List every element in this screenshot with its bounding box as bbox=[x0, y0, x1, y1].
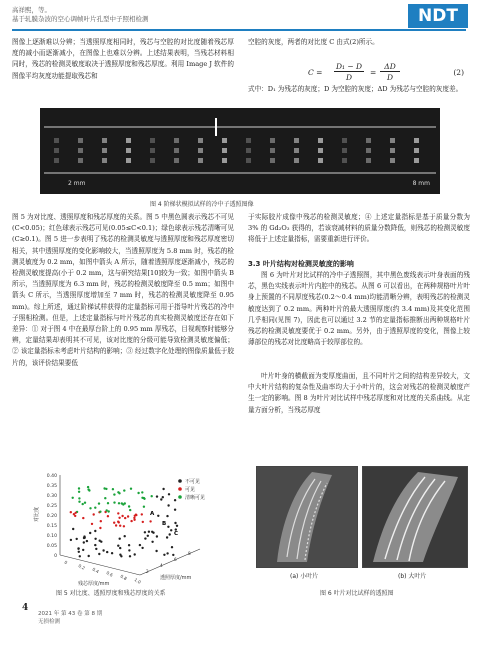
fig5-x-tick: 0 bbox=[63, 559, 69, 566]
specimen-dot bbox=[174, 148, 179, 153]
fig5-point bbox=[167, 504, 169, 506]
specimen-dot bbox=[270, 148, 275, 153]
section-heading-3-3: 3.3 叶片结构对检测灵敏度的影响 bbox=[248, 260, 354, 268]
journal-logo: NDT bbox=[408, 4, 468, 28]
fig5-y-label: 透照厚度/mm bbox=[160, 575, 192, 581]
fig5-point bbox=[141, 547, 143, 549]
fig5-point bbox=[99, 527, 101, 529]
specimen-dot bbox=[102, 148, 107, 153]
fig5-point bbox=[104, 497, 106, 499]
fig5-point bbox=[129, 555, 131, 557]
small-blade-image bbox=[257, 467, 357, 567]
fig5-point bbox=[119, 525, 121, 527]
specimen-dot bbox=[270, 138, 275, 143]
col1-paragraph-2: 图 5 为对比度、透照厚度和残芯厚度的关系。图 5 中黑色圆表示残芯不可见(C<0.05)；红色球表示残芯可见(0.05≤C<0.1)；绿色球表示残芯清晰可见(C≥0.1)。图 5 进一步表明了残芯的检测灵敏度与透照厚度和残芯厚度密切相关，其中透照厚度的变化影响较大，当透照厚度为 5.8 mm 时，残芯的检测灵敏度为 0.2 mm，如图中箭头 A 所示，随着透照厚度逐渐减小，残芯的检测灵敏度提高(小于 0.2 mm，这与研究结果[10]较为一致；如图中箭头 B 所示，当透照厚度为 6.3 mm 时，残芯的检测灵敏度降至 0.5 mm；如图中箭头 C 所示，当透照厚度增加至 7 mm 时，残芯的检测灵敏度降至 0.95 mm)。综上所述，通过阶梯试样获得的定量指标可用于指导叶片残芯的冷中子照相检测。但是，上述定量指标与叶片残芯的真实检测灵敏度还存在如下差异：① 对于图 4 中在最厚台阶上的 0.95 mm 厚残芯，目视观察时能够分辨，定量结果却表明其不可见，该对比度的分级可能导致检测灵敏度偏低；② 该定量指标未考虑叶片结构的影响；③ 经过数字化处理的图像质量低于胶片的，该评价结果要低 bbox=[12, 213, 234, 367]
fig5-point bbox=[112, 488, 114, 490]
fig5-x-axis bbox=[60, 555, 140, 575]
fig5-legend-marker bbox=[178, 487, 182, 491]
specimen-dot bbox=[150, 158, 155, 163]
eq-fraction-bar bbox=[334, 71, 364, 72]
fig5-point bbox=[89, 532, 91, 534]
fig5-point bbox=[113, 522, 115, 524]
fig5-point bbox=[169, 533, 171, 535]
fig4-right-tick: 8 mm bbox=[412, 180, 430, 187]
fig5-point bbox=[70, 539, 72, 541]
fig5-point bbox=[172, 554, 174, 556]
fig5-point bbox=[163, 554, 165, 556]
eq-equals: = bbox=[370, 68, 377, 77]
specimen-dot bbox=[294, 148, 299, 153]
fig5-point bbox=[128, 549, 130, 551]
fig5-arrow-label: A bbox=[150, 511, 155, 517]
eq-denominator: D bbox=[345, 73, 352, 82]
fig5-x-tick: 0.6 bbox=[105, 570, 114, 578]
fig5-point bbox=[72, 528, 74, 530]
specimen-dot bbox=[390, 138, 395, 143]
fig5-z-tick: 0.05 bbox=[46, 544, 57, 549]
col2-paragraph-2: 式中：D₁ 为残芯的灰度；D 为空腔的灰度；ΔD 为残芯与空腔的灰度差。 bbox=[248, 85, 463, 93]
fig5-z-tick: 0.35 bbox=[46, 484, 57, 489]
fig5-z-tick: 0.15 bbox=[46, 524, 57, 529]
fig5-point bbox=[93, 513, 95, 515]
specimen-dot bbox=[126, 148, 131, 153]
fig5-point bbox=[174, 499, 176, 501]
fig5-point bbox=[156, 495, 158, 497]
fig5-arrow-label: B bbox=[162, 521, 167, 527]
eq-lhs: C = bbox=[308, 68, 323, 77]
fig5-legend-label: 不可见 bbox=[185, 478, 201, 485]
equation-2 bbox=[268, 62, 468, 84]
fig5-point bbox=[139, 544, 141, 546]
fig5-point bbox=[166, 552, 168, 554]
fig5-point bbox=[148, 531, 150, 533]
specimen-dot bbox=[366, 158, 371, 163]
fig5-point bbox=[144, 537, 146, 539]
fig5-z-tick: 0.25 bbox=[46, 504, 57, 509]
fig5-point bbox=[134, 553, 136, 555]
fig5-point bbox=[127, 515, 129, 517]
specimen-dot bbox=[294, 158, 299, 163]
col1-paragraph-1: 图像上逐渐难以分辨；当透照厚度相同时，残芯与空腔的对比度随着残芯厚度的减小而逐渐减小，在图像上也难以分辨。上述结果表明，当残芯材料相同时，残芯的检测灵敏度取决于透照厚度和残芯厚度。利用 Image J 软件的图像平均灰度功能提取残芯和 bbox=[12, 38, 234, 80]
fig5-point bbox=[117, 545, 119, 547]
fig5-point bbox=[77, 548, 79, 550]
fig5-point bbox=[124, 535, 126, 537]
fig5-point bbox=[162, 496, 164, 498]
specimen-dot bbox=[78, 138, 83, 143]
fig5-point bbox=[133, 519, 135, 521]
fig5-point bbox=[94, 507, 96, 509]
fig5-point bbox=[98, 502, 100, 504]
fig5-point bbox=[118, 517, 120, 519]
fig5-point bbox=[157, 515, 159, 517]
fig5-point bbox=[156, 535, 158, 537]
fig5-point bbox=[105, 488, 107, 490]
fig5-point bbox=[119, 547, 121, 549]
fig5-y-tick: 4 bbox=[160, 563, 163, 568]
fig5-point bbox=[143, 506, 145, 508]
fig5-legend bbox=[178, 478, 205, 501]
fig5-point bbox=[118, 502, 120, 504]
specimen-dot bbox=[198, 138, 203, 143]
fig5-point bbox=[143, 498, 145, 500]
figure-4-radiograph bbox=[40, 108, 440, 194]
fig5-point bbox=[88, 555, 90, 557]
fig5-point bbox=[83, 541, 85, 543]
fig5-z-tick: 0 bbox=[54, 554, 57, 559]
fig5-point bbox=[99, 540, 101, 542]
fig5-x-tick: 0.2 bbox=[77, 563, 86, 571]
fig5-point bbox=[170, 529, 172, 531]
fig5-point bbox=[94, 544, 96, 546]
fig5-point bbox=[98, 553, 100, 555]
fig5-point bbox=[91, 523, 93, 525]
fig5-point bbox=[166, 515, 168, 517]
col2-paragraph-3: 于实际胶片成像中残芯的检测灵敏度；④ 上述定量指标是基于质量分数为 3% 的 Gd₂O₃ 获得的，若该衰减材料的质量分数降低，则残芯的检测灵敏度将低于上述定量指标，需要重新进行评价。 bbox=[248, 213, 470, 244]
fig5-point bbox=[84, 502, 86, 504]
figure-5-caption: 图 5 对比度、透照厚度和残芯厚度的关系 bbox=[56, 590, 166, 597]
fig5-point bbox=[167, 526, 169, 528]
fig5-point bbox=[123, 489, 125, 491]
specimen-dot bbox=[390, 158, 395, 163]
fig5-point bbox=[123, 525, 125, 527]
fig5-z-tick: 0.10 bbox=[46, 534, 57, 539]
footer-journal-name: 无损检测 bbox=[38, 619, 61, 625]
eq-numerator-2: ΔD bbox=[384, 62, 396, 71]
fig5-z-tick: 0.40 bbox=[46, 474, 57, 479]
specimen-dot bbox=[246, 158, 251, 163]
figure-arrow-marker bbox=[215, 118, 217, 136]
eq-numerator: D₁ − D bbox=[335, 62, 363, 71]
fig5-point bbox=[151, 495, 153, 497]
eq-denominator-2: D bbox=[386, 73, 393, 82]
figure-6a-small-blade bbox=[256, 466, 358, 568]
fig5-point bbox=[137, 492, 139, 494]
figure-6-caption: 图 6 叶片对比试样的透照图 bbox=[320, 590, 394, 597]
specimen-dot bbox=[414, 148, 419, 153]
fig5-point bbox=[176, 525, 178, 527]
fig5-point bbox=[124, 517, 126, 519]
specimen-dot bbox=[414, 138, 419, 143]
fig5-arrow-label: C bbox=[174, 531, 179, 537]
specimen-dot bbox=[390, 148, 395, 153]
fig5-point bbox=[107, 502, 109, 504]
fig5-point bbox=[147, 535, 149, 537]
specimen-dot bbox=[174, 158, 179, 163]
specimen-dot bbox=[342, 148, 347, 153]
fig6a-label: (a) 小叶片 bbox=[290, 573, 319, 580]
fig5-y-tick: 6 bbox=[174, 557, 177, 562]
specimen-dot bbox=[246, 138, 251, 143]
col2-paragraph-1: 空腔的灰度，两者的对比度 C 由式(2)所示。 bbox=[248, 38, 379, 46]
fig5-point bbox=[129, 509, 131, 511]
fig5-point bbox=[130, 488, 132, 490]
fig5-point bbox=[82, 549, 84, 551]
fig5-point bbox=[100, 520, 102, 522]
specimen-dot bbox=[222, 148, 227, 153]
large-blade-image bbox=[363, 467, 467, 567]
fig5-point bbox=[113, 501, 115, 503]
fig5-point bbox=[128, 505, 130, 507]
fig5-point bbox=[73, 513, 75, 515]
fig4-left-tick: 2 mm bbox=[68, 180, 86, 187]
eq-fraction-bar-2 bbox=[380, 71, 400, 72]
specimen-dot bbox=[174, 138, 179, 143]
fig5-point bbox=[78, 497, 80, 499]
fig5-z-tick: 0.30 bbox=[46, 494, 57, 499]
fig5-point bbox=[87, 488, 89, 490]
fig5-point bbox=[70, 511, 72, 513]
running-header bbox=[12, 6, 149, 24]
fig5-point bbox=[130, 520, 132, 522]
eq-number: (2) bbox=[453, 68, 464, 77]
fig5-point bbox=[128, 544, 130, 546]
fig5-point bbox=[94, 538, 96, 540]
fig5-point bbox=[174, 522, 176, 524]
fig5-x-tick: 0.4 bbox=[91, 566, 100, 575]
fig5-point bbox=[149, 520, 151, 522]
footer-journal bbox=[38, 610, 102, 626]
figure-4-caption: 图 4 阶梯状模拟试样的冷中子透照图像 bbox=[150, 201, 254, 208]
fig5-y-axis bbox=[140, 549, 200, 575]
fig5-point bbox=[135, 514, 137, 516]
fig5-point bbox=[82, 517, 84, 519]
fig5-point bbox=[113, 493, 115, 495]
specimen-dot bbox=[54, 158, 59, 163]
specimen-dot bbox=[414, 158, 419, 163]
fig5-point bbox=[174, 509, 176, 511]
specimen-dot bbox=[270, 158, 275, 163]
fig5-point bbox=[151, 541, 153, 543]
fig5-point bbox=[120, 555, 122, 557]
fig5-point bbox=[82, 503, 84, 505]
fig5-x-tick: 0.8 bbox=[119, 573, 128, 582]
header-authors: 高祥熙，等。 bbox=[12, 6, 51, 14]
header-title: 基于轧膜杂波的空心调帧叶片孔型中子照相检测 bbox=[12, 15, 149, 23]
specimen-dot bbox=[366, 148, 371, 153]
specimen-dot bbox=[342, 138, 347, 143]
figure-6b-large-blade bbox=[362, 466, 468, 568]
specimen-dot bbox=[54, 138, 59, 143]
fig5-point bbox=[141, 513, 143, 515]
specimen-dot bbox=[126, 158, 131, 163]
fig5-point bbox=[160, 498, 162, 500]
figure-5-scatter-plot bbox=[30, 467, 230, 587]
specimen-band-top bbox=[44, 126, 436, 128]
specimen-dot bbox=[318, 138, 323, 143]
fig5-point bbox=[78, 487, 80, 489]
specimen-dot bbox=[198, 158, 203, 163]
specimen-dot bbox=[318, 148, 323, 153]
specimen-dot bbox=[102, 138, 107, 143]
fig5-y-tick: 8 bbox=[188, 551, 191, 556]
fig5-legend-label: 清晰可见 bbox=[185, 494, 206, 501]
fig5-z-label: 对比度 bbox=[34, 506, 40, 522]
specimen-dot bbox=[150, 138, 155, 143]
fig5-point bbox=[107, 515, 109, 517]
fig5-point bbox=[117, 512, 119, 514]
fig5-point bbox=[76, 538, 78, 540]
fig5-point bbox=[94, 530, 96, 532]
fig5-point bbox=[102, 549, 104, 551]
fig5-point bbox=[86, 540, 88, 542]
fig5-point bbox=[117, 491, 119, 493]
fig5-point bbox=[119, 538, 121, 540]
fig5-point bbox=[142, 521, 144, 523]
fig6b-label: (b) 大叶片 bbox=[398, 573, 427, 580]
fig5-point bbox=[79, 555, 81, 557]
specimen-band-bottom bbox=[44, 172, 436, 174]
specimen-dot bbox=[318, 158, 323, 163]
fig5-point bbox=[78, 491, 80, 493]
fig5-point bbox=[83, 535, 85, 537]
fig5-z-tick: 0.20 bbox=[46, 514, 57, 519]
fig5-point bbox=[162, 488, 164, 490]
fig5-legend-label: 可见 bbox=[185, 486, 196, 493]
fig5-point bbox=[95, 548, 97, 550]
specimen-dot bbox=[246, 148, 251, 153]
fig5-point bbox=[168, 493, 170, 495]
page-number: 4 bbox=[22, 603, 29, 613]
fig5-point bbox=[111, 552, 113, 554]
specimen-dot bbox=[342, 158, 347, 163]
fig5-point bbox=[171, 546, 173, 548]
specimen-dot bbox=[222, 138, 227, 143]
specimen-dot bbox=[366, 138, 371, 143]
specimen-dot bbox=[150, 148, 155, 153]
fig5-point bbox=[151, 531, 153, 533]
fig5-point bbox=[87, 486, 89, 488]
fig5-point bbox=[117, 521, 119, 523]
fig5-point bbox=[155, 550, 157, 552]
fig5-point bbox=[141, 491, 143, 493]
fig5-point bbox=[115, 524, 117, 526]
fig5-y-tick: 2 bbox=[146, 569, 149, 574]
fig5-points bbox=[70, 486, 179, 558]
fig5-point bbox=[72, 497, 74, 499]
fig5-x-tick: 1.0 bbox=[133, 577, 142, 585]
fig5-point bbox=[78, 501, 80, 503]
footer-issue: 2021 年 第 43 卷 第 8 期 bbox=[38, 611, 103, 617]
fig5-point bbox=[78, 551, 80, 553]
specimen-dot bbox=[198, 148, 203, 153]
specimen-dot bbox=[126, 138, 131, 143]
specimen-dot bbox=[78, 158, 83, 163]
specimen-dot bbox=[102, 158, 107, 163]
fig5-point bbox=[122, 503, 124, 505]
fig5-x-label: 残芯厚度/mm bbox=[78, 581, 110, 587]
fig5-legend-marker bbox=[178, 479, 182, 483]
fig5-point bbox=[99, 511, 101, 513]
fig5-legend-marker bbox=[178, 495, 182, 499]
specimen-dot bbox=[294, 138, 299, 143]
fig5-point bbox=[166, 536, 168, 538]
fig5-point bbox=[106, 551, 108, 553]
col2-paragraph-4: 图 6 为叶片对比试样的冷中子透照图，其中黑色废线表示叶身表面的残芯，黑色实线表示叶片内腔中的残芯。从图 6 可以看出，在两种规格叶片叶身上预置的不同厚度残芯(0.2～0.4 mm)均能清晰分辨，表明残芯的检测灵敏度达到了 0.2 mm。两种叶片的最大透照厚度(约 3.4 mm)及其变化范围几乎相同(见图 7)，因此也可以通过 3.2 节的定量指标推断出两种规格叶片残芯的检测灵敏度要优于 0.2 mm。另外，由于透照厚度的变化，图像上较薄部位的残芯对比度略高于较厚部位的。 bbox=[248, 271, 470, 347]
fig5-point bbox=[144, 531, 146, 533]
specimen-dot bbox=[78, 148, 83, 153]
specimen-dot bbox=[54, 148, 59, 153]
col2-paragraph-5: 叶片叶身的横截面为变厚度曲面，且不同叶片之间的结构差异较大，文中大叶片结构的复杂性及曲率均大于小叶片的，这会对残芯的检测灵敏度产生一定的影响。图 8 为叶片对比试样中残芯厚度和对比度的关系曲线。从定量方面分析，当残芯厚度 bbox=[248, 372, 470, 414]
fig5-point bbox=[106, 509, 108, 511]
header-divider bbox=[12, 29, 466, 31]
fig5-point bbox=[121, 515, 123, 517]
specimen-dot bbox=[222, 158, 227, 163]
fig5-point bbox=[89, 507, 91, 509]
